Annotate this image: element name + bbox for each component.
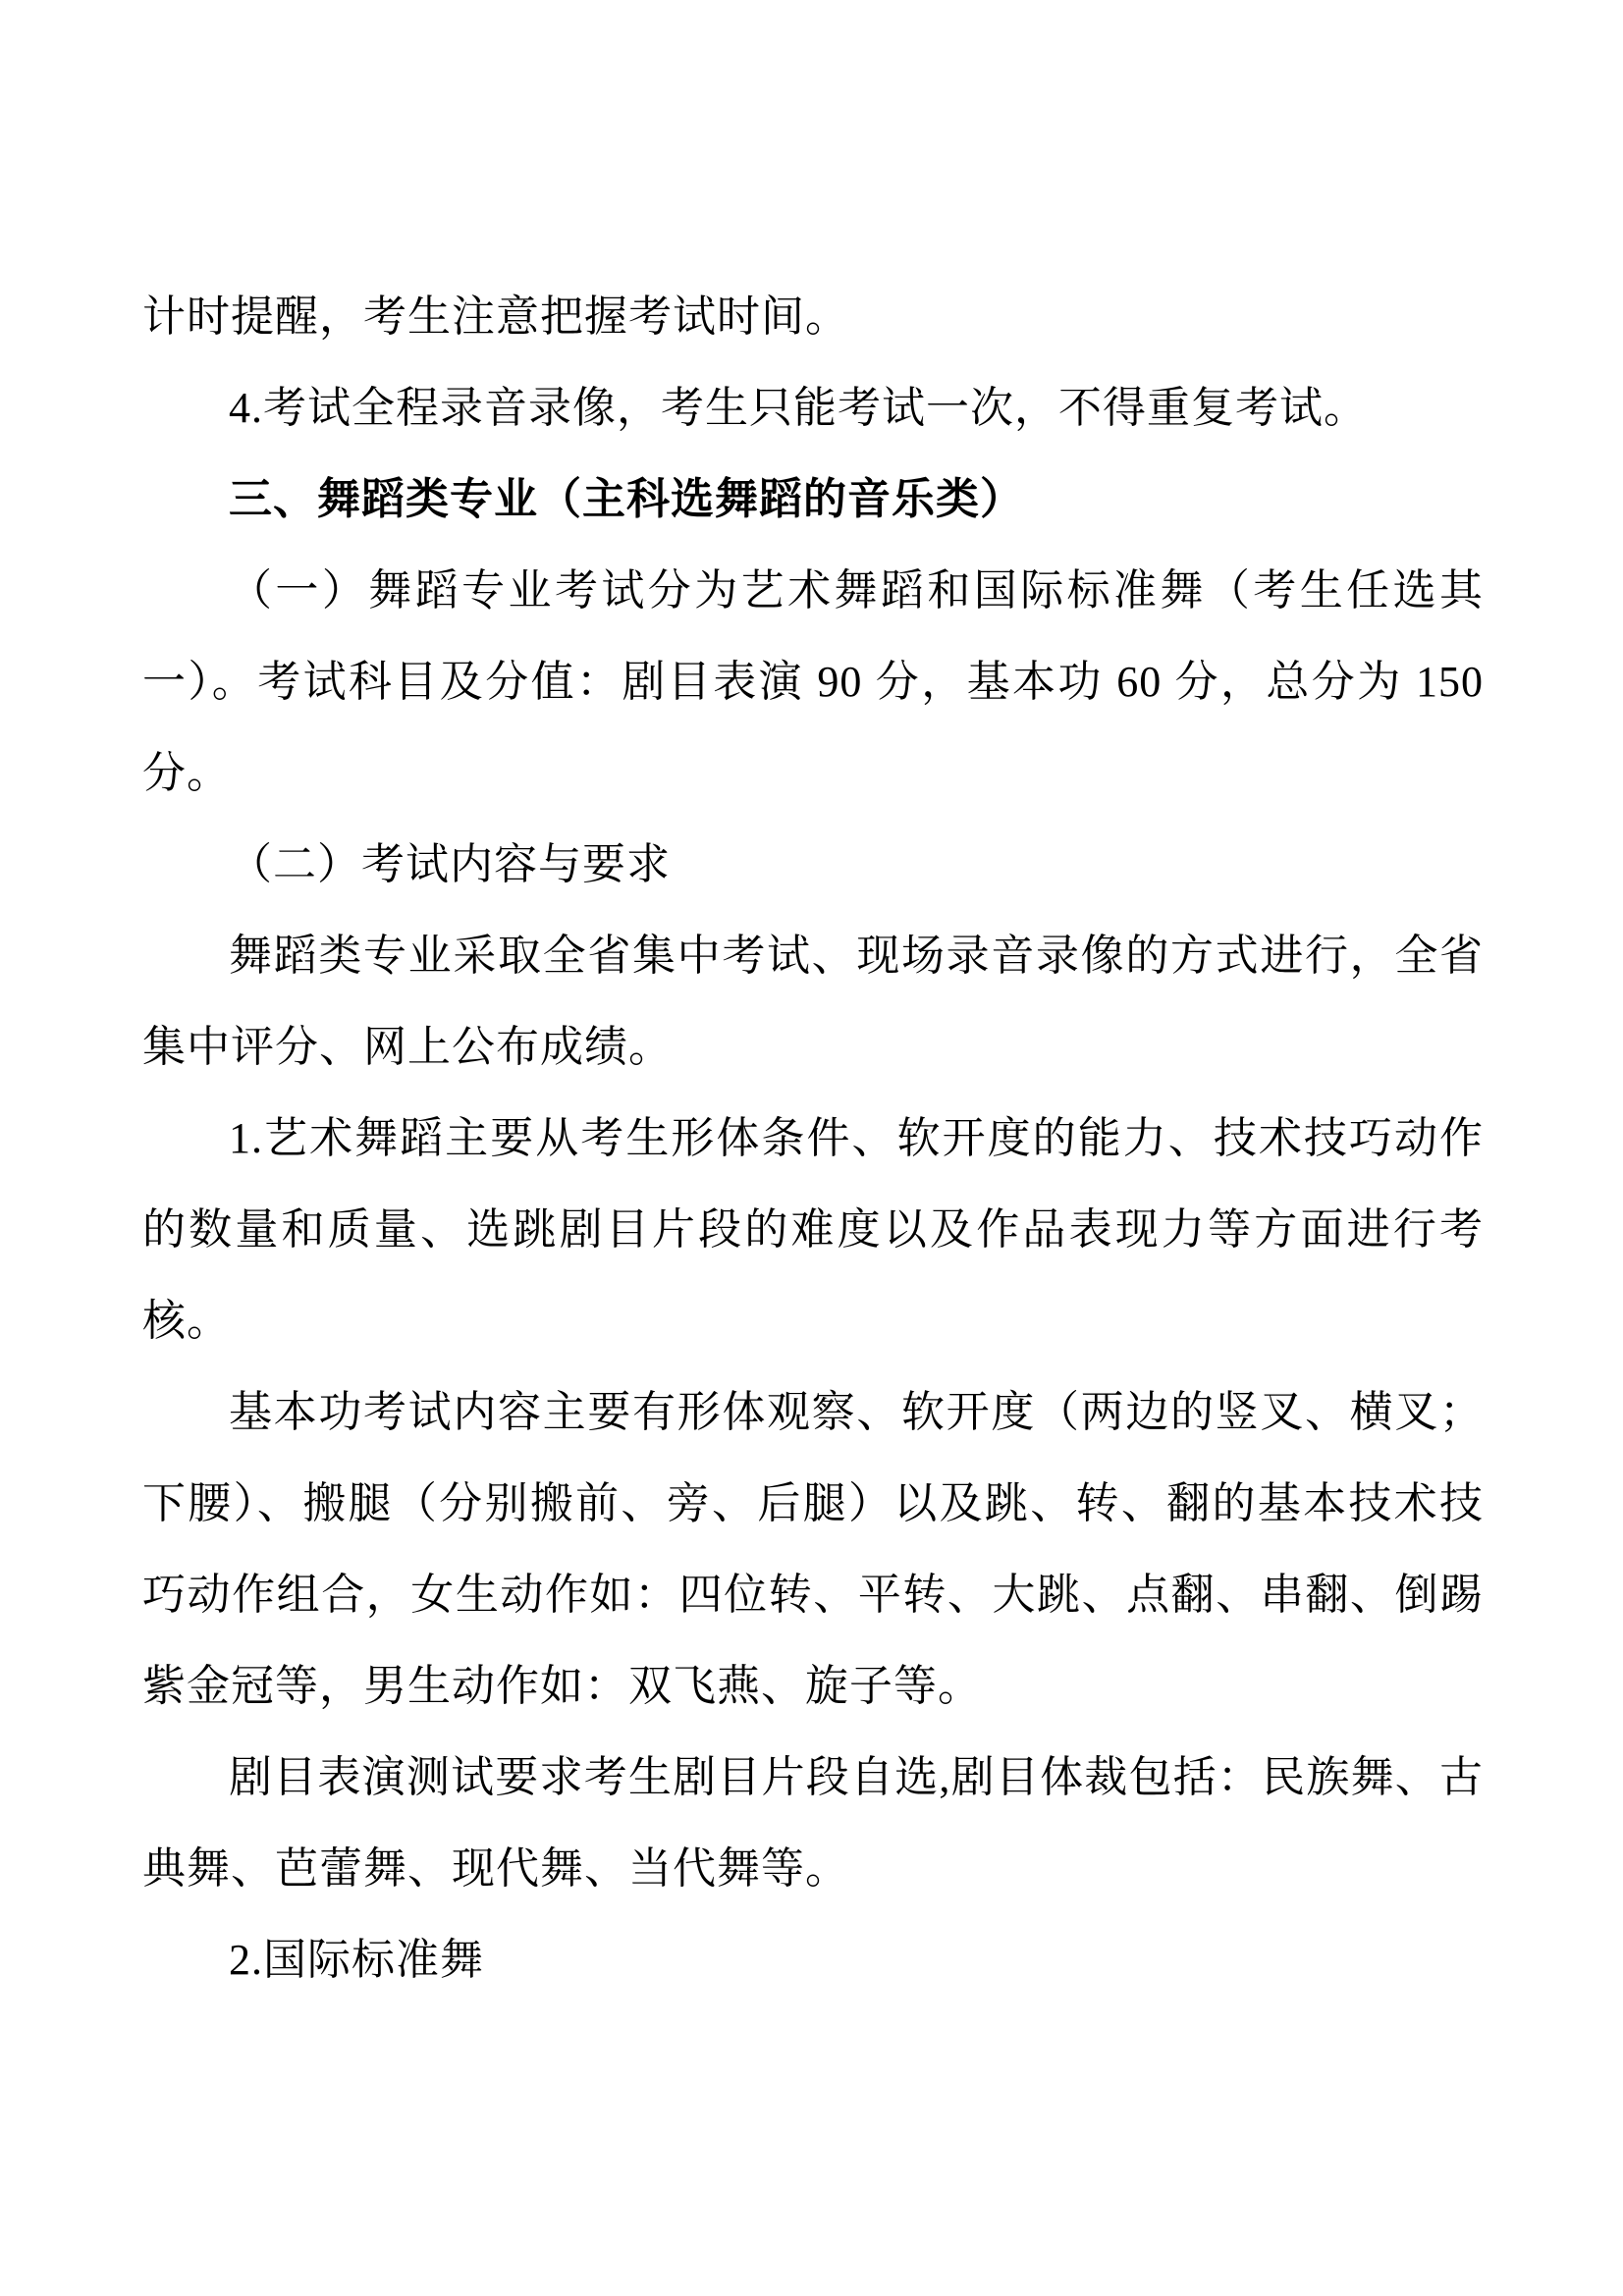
document-body	[142, 271, 1484, 2005]
section-heading-dance-major: 三、舞蹈类专业（主科选舞蹈的音乐类）	[229, 475, 1024, 523]
paragraph-basic-skills-content: 基本功考试内容主要有形体观察、软开度（两边的竖叉、横叉；下腰）、搬腿（分别搬前、旁、后腿）以及跳、转、翻的基本技术技巧动作组合，女生动作如：四位转、平转、大跳、点翻、串翻、倒踢紫金冠等，男生动作如：双飞燕、旋子等。	[142, 1388, 1484, 1710]
paragraph-timing-reminder: 计时提醒，考生注意把握考试时间。	[142, 293, 849, 341]
paragraph-exam-method: 舞蹈类专业采取全省集中考试、现场录音录像的方式进行，全省集中评分、网上公布成绩。	[142, 932, 1484, 1071]
paragraph-exam-subjects-scores: （一）舞蹈专业考试分为艺术舞蹈和国际标准舞（考生任选其一）。考试科目及分值：剧目表演 90 分，基本功 60 分，总分为 150 分。	[142, 566, 1484, 797]
paragraph-exam-content-requirements-title: （二）考试内容与要求	[229, 840, 671, 888]
paragraph-international-standard-dance-title: 2.国际标准舞	[229, 1936, 484, 1984]
paragraph-artistic-dance-assessment: 1.艺术舞蹈主要从考生形体条件、软开度的能力、技术技巧动作的数量和质量、选跳剧目片段的难度以及作品表现力等方面进行考核。	[142, 1114, 1484, 1345]
paragraph-recording-rule: 4.考试全程录音录像，考生只能考试一次，不得重复考试。	[229, 384, 1368, 432]
paragraph-repertoire-performance: 剧目表演测试要求考生剧目片段自选,剧目体裁包括：民族舞、古典舞、芭蕾舞、现代舞、当代舞等。	[142, 1753, 1484, 1893]
